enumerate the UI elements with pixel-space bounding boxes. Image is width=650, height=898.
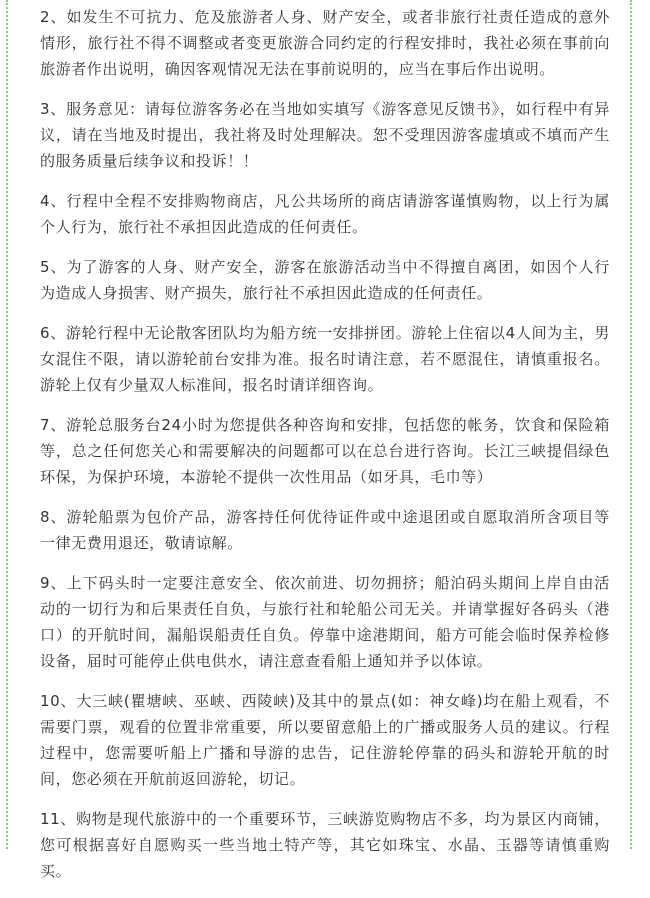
note-item-11: 11、购物是现代旅游中的一个重要环节，三峡游览购物店不多，均为景区内商铺，您可根据喜好自愿购买一些当地土特产等，其它如珠宝、水晶、玉器等请慎重购买。: [40, 810, 610, 880]
note-item-3: 3、服务意见：请每位游客务必在当地如实填写《游客意见反馈书》，如行程中有异议，请在当地及时提出，我社将及时处理解决。恕不受理因游客虚填或不填而产生的服务质量后续争议和投诉！！: [40, 100, 610, 170]
note-item-6: 6、游轮行程中无论散客团队均为船方统一安排拼团。游轮上住宿以4人间为主，男女混住不限，请以游轮前台安排为准。报名时请注意，若不愿混住，请慎重报名。游轮上仅有少量双人标准间，报名时请详细咨询。: [40, 324, 610, 394]
note-item-10: 10、大三峡(瞿塘峡、巫峡、西陵峡)及其中的景点(如：神女峰)均在船上观看，不需要门票，观看的位置非常重要，所以要留意船上的广播或服务人员的建议。行程过程中，您需要听船上广播和导游的忠告，记住游轮停靠的码头和游轮开航的时间，您必须在开航前返回游轮，切记。: [40, 692, 610, 788]
note-item-4: 4、行程中全程不安排购物商店，凡公共场所的商店请游客谨慎购物，以上行为属个人行为，旅行社不承担因此造成的任何责任。: [40, 192, 610, 236]
left-dotted-border: [6, 0, 8, 849]
note-item-5: 5、为了游客的人身、财产安全，游客在旅游活动当中不得擅自离团，如因个人行为造成人身损害、财产损失，旅行社不承担因此造成的任何责任。: [40, 258, 610, 302]
note-item-9: 9、上下码头时一定要注意安全、依次前进、切勿拥挤；船泊码头期间上岸自由活动的一切行为和后果责任自负，与旅行社和轮船公司无关。并请掌握好各码头（港口）的开航时间，漏船误船责任自负。停靠中途港期间，船方可能会临时保养检修设备，届时可能停止供电供水，请注意查看船上通知并予以体谅。: [40, 574, 610, 670]
note-item-7: 7、游轮总服务台24小时为您提供各种咨询和安排，包括您的帐务，饮食和保险箱等，总之任何您关心和需要解决的问题都可以在总台进行咨询。长江三峡提倡绿色环保，为保护环境，本游轮不提供一次性用品（如牙具，毛巾等）: [40, 416, 610, 486]
note-item-2: 2、如发生不可抗力、危及旅游者人身、财产安全，或者非旅行社责任造成的意外情形，旅行社不得不调整或者变更旅游合同约定的行程安排时，我社必须在事前向旅游者作出说明，确因客观情况无法在事前说明的，应当在事后作出说明。: [40, 8, 610, 78]
note-item-8: 8、游轮船票为包价产品，游客持任何优待证件或中途退团或自愿取消所含项目等一律无费用退还，敬请谅解。: [40, 508, 610, 552]
right-dotted-border: [630, 0, 632, 849]
notes-content: [40, 0, 610, 898]
